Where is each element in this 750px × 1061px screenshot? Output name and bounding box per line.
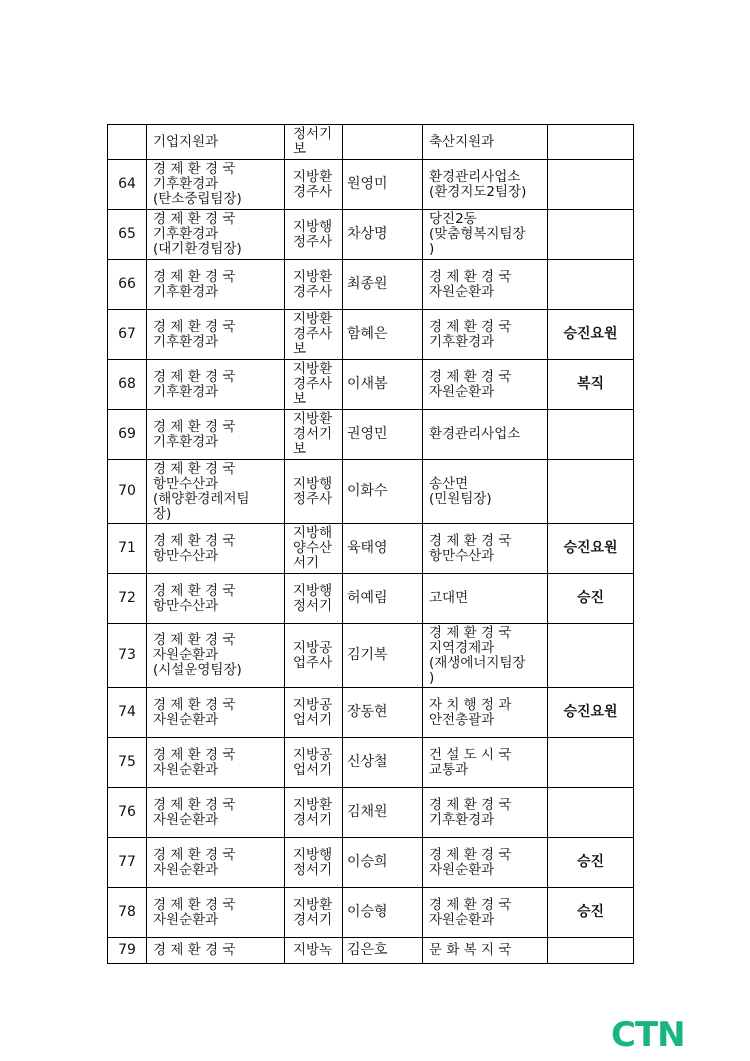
grade-cell-line: 보	[293, 441, 307, 457]
personnel-table	[107, 124, 634, 964]
grade-cell-line: 지방행	[293, 475, 333, 492]
row-number-cell	[108, 125, 147, 160]
current-dept-cell-line: 경 제 환 경 국	[153, 161, 236, 177]
row-number-cell: 65	[108, 210, 147, 260]
note-cell	[548, 788, 634, 838]
new-dept-cell-line: (맞춤형복지팀장	[429, 226, 526, 242]
new-dept-cell-line: 건 설 도 시 국	[429, 746, 512, 763]
table-row	[108, 410, 634, 460]
current-dept-cell-line: 자원순환과	[153, 911, 219, 928]
grade-cell-line: 지방환	[293, 311, 333, 327]
current-dept-cell	[147, 838, 285, 888]
note-cell: 승진요원	[548, 310, 634, 360]
new-dept-cell-line: 경 제 환 경 국	[429, 796, 512, 813]
grade-cell-line: 지방공	[293, 746, 333, 763]
new-dept-cell-line: (민원팀장)	[429, 490, 492, 507]
note-cell	[548, 210, 634, 260]
current-dept-cell-line: 경 제 환 경 국	[153, 460, 236, 477]
grade-cell-line: 지방환	[293, 796, 333, 813]
grade-cell	[285, 524, 343, 574]
grade-cell-line: 지방해	[293, 525, 333, 541]
new-dept-cell	[423, 125, 548, 160]
grade-cell-line: 보	[293, 391, 307, 407]
current-dept-cell	[147, 574, 285, 624]
grade-cell-line: 경주사	[293, 326, 333, 342]
row-number-cell: 79	[108, 938, 147, 964]
note-cell	[548, 260, 634, 310]
current-dept-cell-line: (탄소중립팀장)	[153, 191, 242, 207]
person-name-cell: 장동현	[343, 688, 423, 738]
grade-cell-line: 지방행	[293, 582, 333, 599]
grade-cell-line: 보	[293, 341, 307, 357]
current-dept-cell	[147, 624, 285, 688]
current-dept-cell-line: 자원순환과	[153, 647, 219, 663]
grade-cell-line: 지방녹	[293, 942, 333, 958]
row-number-cell: 64	[108, 160, 147, 210]
row-number-cell: 70	[108, 460, 147, 524]
current-dept-cell	[147, 460, 285, 524]
row-number-cell: 74	[108, 688, 147, 738]
new-dept-cell-line: 고대면	[429, 590, 469, 606]
new-dept-cell-line: 환경관리사업소	[429, 426, 521, 442]
grade-cell	[285, 360, 343, 410]
grade-cell-line: 경주사	[293, 376, 333, 392]
table-row	[108, 360, 634, 410]
new-dept-cell-line: 경 제 환 경 국	[429, 532, 512, 549]
table-row	[108, 210, 634, 260]
current-dept-cell-line: 경 제 환 경 국	[153, 532, 236, 549]
grade-cell-line: 지방공	[293, 639, 333, 656]
person-name-cell: 신상철	[343, 738, 423, 788]
row-number-cell: 66	[108, 260, 147, 310]
new-dept-cell-line: 자 치 행 정 과	[429, 696, 512, 713]
new-dept-cell	[423, 624, 548, 688]
grade-cell-line: 정주사	[293, 233, 333, 250]
current-dept-cell-line: 기업지원과	[153, 133, 219, 150]
current-dept-cell	[147, 360, 285, 410]
grade-cell-line: 업서기	[293, 711, 333, 728]
current-dept-cell-line: 자원순환과	[153, 761, 219, 778]
current-dept-cell	[147, 160, 285, 210]
current-dept-cell-line: 경 제 환 경 국	[153, 896, 236, 913]
current-dept-cell-line: 항만수산과	[153, 597, 219, 614]
person-name-cell: 차상명	[343, 210, 423, 260]
row-number-cell: 69	[108, 410, 147, 460]
ctn-logo: CTN	[611, 1015, 685, 1055]
note-cell	[548, 460, 634, 524]
table-row	[108, 838, 634, 888]
grade-cell-line: 지방행	[293, 218, 333, 235]
grade-cell-line: 정서기	[293, 597, 333, 614]
grade-cell	[285, 888, 343, 938]
table-row	[108, 260, 634, 310]
current-dept-cell-line: 기후환경과	[153, 176, 219, 192]
current-dept-cell	[147, 938, 285, 964]
new-dept-cell-line: 경 제 환 경 국	[429, 368, 512, 385]
note-cell: 승진요원	[548, 524, 634, 574]
note-cell	[548, 624, 634, 688]
new-dept-cell-line: 축산지원과	[429, 133, 495, 150]
note-cell	[548, 125, 634, 160]
grade-cell-line: 지방환	[293, 361, 333, 377]
new-dept-cell-line: 경 제 환 경 국	[429, 268, 512, 285]
person-name-cell: 이화수	[343, 460, 423, 524]
current-dept-cell	[147, 260, 285, 310]
table-row	[108, 788, 634, 838]
grade-cell	[285, 210, 343, 260]
grade-cell	[285, 788, 343, 838]
grade-cell-line: 정서기	[293, 126, 333, 142]
grade-cell-line: 양수산	[293, 540, 333, 556]
current-dept-cell	[147, 888, 285, 938]
row-number-cell: 77	[108, 838, 147, 888]
note-cell: 복직	[548, 360, 634, 410]
current-dept-cell	[147, 524, 285, 574]
row-number-cell: 71	[108, 524, 147, 574]
new-dept-cell	[423, 360, 548, 410]
row-number-cell: 76	[108, 788, 147, 838]
new-dept-cell-line: 환경관리사업소	[429, 168, 521, 185]
new-dept-cell	[423, 788, 548, 838]
grade-cell-line: 업서기	[293, 761, 333, 778]
grade-cell	[285, 624, 343, 688]
current-dept-cell-line: 경 제 환 경 국	[153, 211, 236, 227]
current-dept-cell-line: 경 제 환 경 국	[153, 418, 236, 435]
current-dept-cell-line: 경 제 환 경 국	[153, 796, 236, 813]
new-dept-cell-line: 자원순환과	[429, 283, 495, 300]
grade-cell	[285, 838, 343, 888]
grade-cell-line: 업주사	[293, 654, 333, 671]
current-dept-cell	[147, 410, 285, 460]
current-dept-cell-line: 경 제 환 경 국	[153, 942, 236, 958]
note-cell: 승진	[548, 574, 634, 624]
new-dept-cell-line: 경 제 환 경 국	[429, 896, 512, 913]
grade-cell-line: 경서기	[293, 911, 333, 928]
grade-cell-line: 지방환	[293, 896, 333, 913]
new-dept-cell-line: 안전총괄과	[429, 711, 495, 728]
current-dept-cell-line: 자원순환과	[153, 861, 219, 878]
table-row	[108, 125, 634, 160]
table-row	[108, 460, 634, 524]
new-dept-cell	[423, 160, 548, 210]
current-dept-cell	[147, 310, 285, 360]
note-cell	[548, 938, 634, 964]
current-dept-cell	[147, 210, 285, 260]
current-dept-cell-line: 항만수산과	[153, 547, 219, 564]
table-row	[108, 160, 634, 210]
current-dept-cell-line: 기후환경과	[153, 333, 219, 350]
grade-cell-line: 정주사	[293, 490, 333, 507]
person-name-cell: 최종원	[343, 260, 423, 310]
new-dept-cell	[423, 888, 548, 938]
grade-cell-line: 서기	[293, 555, 320, 571]
current-dept-cell-line: 기후환경과	[153, 226, 219, 242]
current-dept-cell-line: 항만수산과	[153, 475, 219, 492]
table-row	[108, 574, 634, 624]
grade-cell	[285, 460, 343, 524]
grade-cell	[285, 738, 343, 788]
row-number-cell: 67	[108, 310, 147, 360]
grade-cell-line: 경주사	[293, 283, 333, 300]
current-dept-cell-line: 기후환경과	[153, 283, 219, 300]
person-name-cell: 이승희	[343, 838, 423, 888]
current-dept-cell	[147, 738, 285, 788]
grade-cell-line: 경주사	[293, 183, 333, 200]
new-dept-cell-line: 기후환경과	[429, 333, 495, 350]
new-dept-cell-line: 자원순환과	[429, 383, 495, 400]
new-dept-cell	[423, 838, 548, 888]
current-dept-cell-line: 경 제 환 경 국	[153, 368, 236, 385]
grade-cell	[285, 310, 343, 360]
person-name-cell: 허예림	[343, 574, 423, 624]
new-dept-cell	[423, 938, 548, 964]
grade-cell	[285, 160, 343, 210]
person-name-cell: 이새봄	[343, 360, 423, 410]
table-row	[108, 310, 634, 360]
grade-cell-line: 경서기	[293, 811, 333, 828]
new-dept-cell-line: (환경지도2팀장)	[429, 183, 527, 200]
current-dept-cell-line: 경 제 환 경 국	[153, 846, 236, 863]
new-dept-cell	[423, 210, 548, 260]
new-dept-cell-line: 송산면	[429, 475, 469, 492]
note-cell	[548, 738, 634, 788]
grade-cell-line: 지방환	[293, 411, 333, 427]
grade-cell-line: 지방환	[293, 268, 333, 285]
current-dept-cell-line: (해양환경레저팀	[153, 490, 250, 507]
current-dept-cell	[147, 688, 285, 738]
new-dept-cell-line: 지역경제과	[429, 639, 495, 656]
person-name-cell: 육태영	[343, 524, 423, 574]
new-dept-cell-line: 교통과	[429, 761, 469, 778]
row-number-cell: 78	[108, 888, 147, 938]
row-number-cell: 72	[108, 574, 147, 624]
current-dept-cell-line: 장)	[153, 505, 172, 522]
table-row	[108, 738, 634, 788]
new-dept-cell-line: 항만수산과	[429, 547, 495, 564]
new-dept-cell	[423, 688, 548, 738]
grade-cell	[285, 688, 343, 738]
note-cell	[548, 160, 634, 210]
new-dept-cell-line: 자원순환과	[429, 861, 495, 878]
new-dept-cell-line: 당진2동	[429, 211, 477, 227]
person-name-cell: 김채원	[343, 788, 423, 838]
grade-cell	[285, 410, 343, 460]
current-dept-cell	[147, 125, 285, 160]
table-row	[108, 688, 634, 738]
current-dept-cell-line: 경 제 환 경 국	[153, 696, 236, 713]
new-dept-cell-line: 경 제 환 경 국	[429, 318, 512, 335]
new-dept-cell	[423, 310, 548, 360]
current-dept-cell	[147, 788, 285, 838]
grade-cell-line: 지방공	[293, 696, 333, 713]
current-dept-cell-line: 경 제 환 경 국	[153, 582, 236, 599]
new-dept-cell-line: (재생에너지팀장	[429, 654, 526, 671]
new-dept-cell-line: 경 제 환 경 국	[429, 624, 512, 641]
table-row	[108, 938, 634, 964]
current-dept-cell-line: 자원순환과	[153, 711, 219, 728]
new-dept-cell-line: 기후환경과	[429, 811, 495, 828]
table-row	[108, 888, 634, 938]
table-row	[108, 624, 634, 688]
table-row	[108, 524, 634, 574]
person-name-cell: 이승형	[343, 888, 423, 938]
person-name-cell: 김은호	[343, 938, 423, 964]
current-dept-cell-line: (시설운영팀장)	[153, 662, 242, 678]
grade-cell-line: 지방행	[293, 846, 333, 863]
person-name-cell: 김기복	[343, 624, 423, 688]
note-cell: 승진	[548, 888, 634, 938]
row-number-cell: 73	[108, 624, 147, 688]
new-dept-cell-line: 경 제 환 경 국	[429, 846, 512, 863]
person-name-cell: 권영민	[343, 410, 423, 460]
person-name-cell	[343, 125, 423, 160]
new-dept-cell-line: )	[429, 241, 435, 257]
new-dept-cell	[423, 524, 548, 574]
new-dept-cell-line: )	[429, 669, 435, 686]
new-dept-cell	[423, 260, 548, 310]
grade-cell	[285, 260, 343, 310]
grade-cell-line: 정서기	[293, 861, 333, 878]
grade-cell	[285, 574, 343, 624]
current-dept-cell-line: 경 제 환 경 국	[153, 746, 236, 763]
person-name-cell: 원영미	[343, 160, 423, 210]
note-cell: 승진요원	[548, 688, 634, 738]
grade-cell	[285, 938, 343, 964]
person-name-cell: 함혜은	[343, 310, 423, 360]
new-dept-cell-line: 문 화 복 지 국	[429, 942, 512, 958]
new-dept-cell	[423, 410, 548, 460]
current-dept-cell-line: 기후환경과	[153, 433, 219, 450]
new-dept-cell	[423, 738, 548, 788]
personnel-table-body	[108, 125, 634, 964]
new-dept-cell	[423, 460, 548, 524]
grade-cell-line: 지방환	[293, 168, 333, 185]
row-number-cell: 75	[108, 738, 147, 788]
grade-cell	[285, 125, 343, 160]
new-dept-cell	[423, 574, 548, 624]
current-dept-cell-line: 경 제 환 경 국	[153, 632, 236, 648]
row-number-cell: 68	[108, 360, 147, 410]
current-dept-cell-line: 경 제 환 경 국	[153, 268, 236, 285]
current-dept-cell-line: (대기환경팀장)	[153, 241, 242, 257]
current-dept-cell-line: 기후환경과	[153, 383, 219, 400]
grade-cell-line: 경서기	[293, 426, 333, 442]
grade-cell-line: 보	[293, 141, 307, 157]
new-dept-cell-line: 자원순환과	[429, 911, 495, 928]
note-cell	[548, 410, 634, 460]
current-dept-cell-line: 자원순환과	[153, 811, 219, 828]
current-dept-cell-line: 경 제 환 경 국	[153, 318, 236, 335]
note-cell: 승진	[548, 838, 634, 888]
